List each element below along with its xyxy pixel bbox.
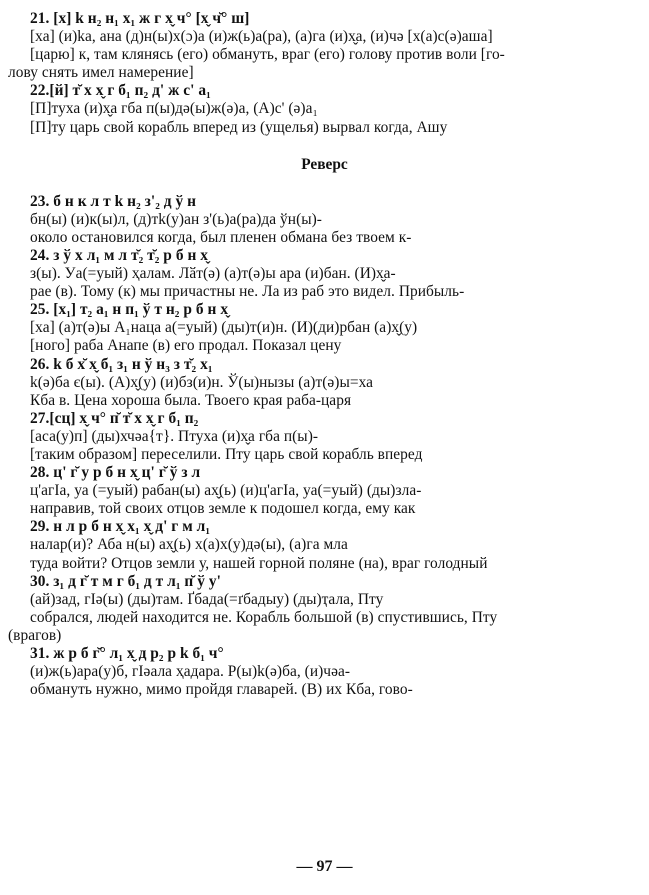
- text-line: [П]туха (и)х̬а гба п(ы)дә(ы)ж(ә)а, (А)с' (ә)а₁: [30, 100, 318, 118]
- text-block-lower: [8, 193, 641, 700]
- text-line: [царю] к, там клянясь (его) обмануть, враг (его) голову против воли [го-: [30, 46, 505, 64]
- transliteration-line: 30. з₁ д г̆ т м г б₁ д т л₁ п̆ ў у': [30, 572, 221, 590]
- text-line: Кба в. Цена хороша была. Твоего края раба-царя: [30, 391, 352, 409]
- text-line: [аса(у)п] (ды)хчәа{т}. Птуха (и)х̬а гба п(ы)-: [30, 427, 319, 445]
- text-line: бн(ы) (и)к(ы)л, (д)тk(у)ан з'(ь)а(ра)да ўн(ы)-: [30, 210, 322, 228]
- transliteration-line: 22.[й] т̆ х х̬ г б₁ п₂ д' ж с' а₁: [30, 82, 211, 100]
- transliteration-line: 27.[сц] х̬ ч° п̆ т̆ х х̬ г б₁ п₂: [30, 409, 199, 427]
- text-line: около остановился когда, был пленен обмана без твоем к-: [30, 228, 412, 246]
- text-line: [таким образом] переселили. Пту царь свой корабль вперед: [30, 445, 423, 463]
- text-line: [ного] раба Анапе (в) его продал. Показал цену: [30, 337, 342, 355]
- text-line: з(ы). Уа(=уый) ҳалам. Лӑт(ә) (а)т(ә)ы ара (и)бан. (И)х̬а-: [30, 265, 396, 283]
- text-line: [П]ту царь свой корабль вперед из (ущелья) вырвал когда, Ашу: [30, 118, 448, 136]
- page-body: [8, 10, 641, 699]
- text-line: (врагов): [8, 626, 62, 644]
- text-line: лову снять имел намерение]: [8, 64, 194, 82]
- transliteration-line: 23. б н к л т k н₂ з'₂ д ў н: [30, 192, 197, 210]
- spacer: [8, 137, 641, 156]
- page-number: — 97 —: [296, 858, 353, 875]
- text-line: ц'агIа, уа (=уый) рабан(ы) ах̬(ь) (и)ц'агIа, уа(=уый) (ды)зла-: [30, 482, 422, 500]
- text-line: рае (в). Тому (к) мы причастны не. Ла из раб это видел. Прибыль-: [30, 283, 465, 301]
- text-line: обмануть нужно, мимо пройдя главарей. (В) их Кба, гово-: [30, 681, 413, 699]
- text-block-upper: [8, 10, 641, 137]
- text-line: [ха] (а)т(ә)ы А₁наца а(=уый) (ды)т(и)н. (И)(ди)рбан (а)х̬(у): [30, 319, 418, 337]
- text-line: туда войти? Отцов земли у, нашей горной поляне (на), враг голодный: [30, 554, 488, 572]
- transliteration-line: 21. [х] k н₂ н₁ х₁ ж г х̬ ч° [х̬ ч̆° ш]: [30, 10, 250, 27]
- transliteration-line: 31. ж р б г̆° л₁ х̬ д р₂ р k б₁ ч°: [30, 645, 224, 662]
- text-line: [ха] (и)kа, ана (д)н(ы)х(ɔ)а (и)ж(ь)а(ра), (а)га (и)х̬а, (и)чә [х(а)с(ә)аша]: [30, 28, 493, 46]
- transliteration-line: 29. н л р б н х̬ х₁ х̬ д' г м л₁: [30, 518, 211, 536]
- text-line: (и)ж(ь)ара(у)б, гIәала ҳадара. Р(ы)k(ә)ба, (и)чәа-: [30, 663, 351, 681]
- transliteration-line: 25. [х₁] т₂ а₁ н п₁ ў т н₂ р б н х̬: [30, 301, 229, 319]
- transliteration-line: 28. ц' г̆ у р б н х̬ ц' г̆ ў з л: [30, 464, 201, 482]
- text-line: k(ә)ба є(ы). (А)х̬(у) (и)бз(и)н. Ў(ы)нызы (а)т(ә)ы=ха: [30, 373, 374, 391]
- text-line: (ай)зад, гIә(ы) (ды)там. Ґбада(=ґбадыу) (ды)ҭала, Пту: [30, 590, 384, 608]
- text-line: собрался, людей находится не. Корабль большой (в) спустившись, Пту: [30, 608, 498, 626]
- transliteration-line: 26. k б х̆ х̬ б₁ з₁ н ў н₃ з т̆₂ х₁: [30, 355, 213, 373]
- spacer: [8, 174, 641, 193]
- text-line: налар(и)? Аба н(ы) ах̬(ь) х(а)х(у)дә(ы), (а)га мла: [30, 536, 348, 554]
- transliteration-line: 24. з ў х л₁ м л т̆₂ т̆₂ р б н х̬: [30, 246, 209, 264]
- text-line: направив, той своих отцов земле к подошел когда, ему как: [30, 500, 416, 518]
- section-title: Реверс: [301, 155, 348, 173]
